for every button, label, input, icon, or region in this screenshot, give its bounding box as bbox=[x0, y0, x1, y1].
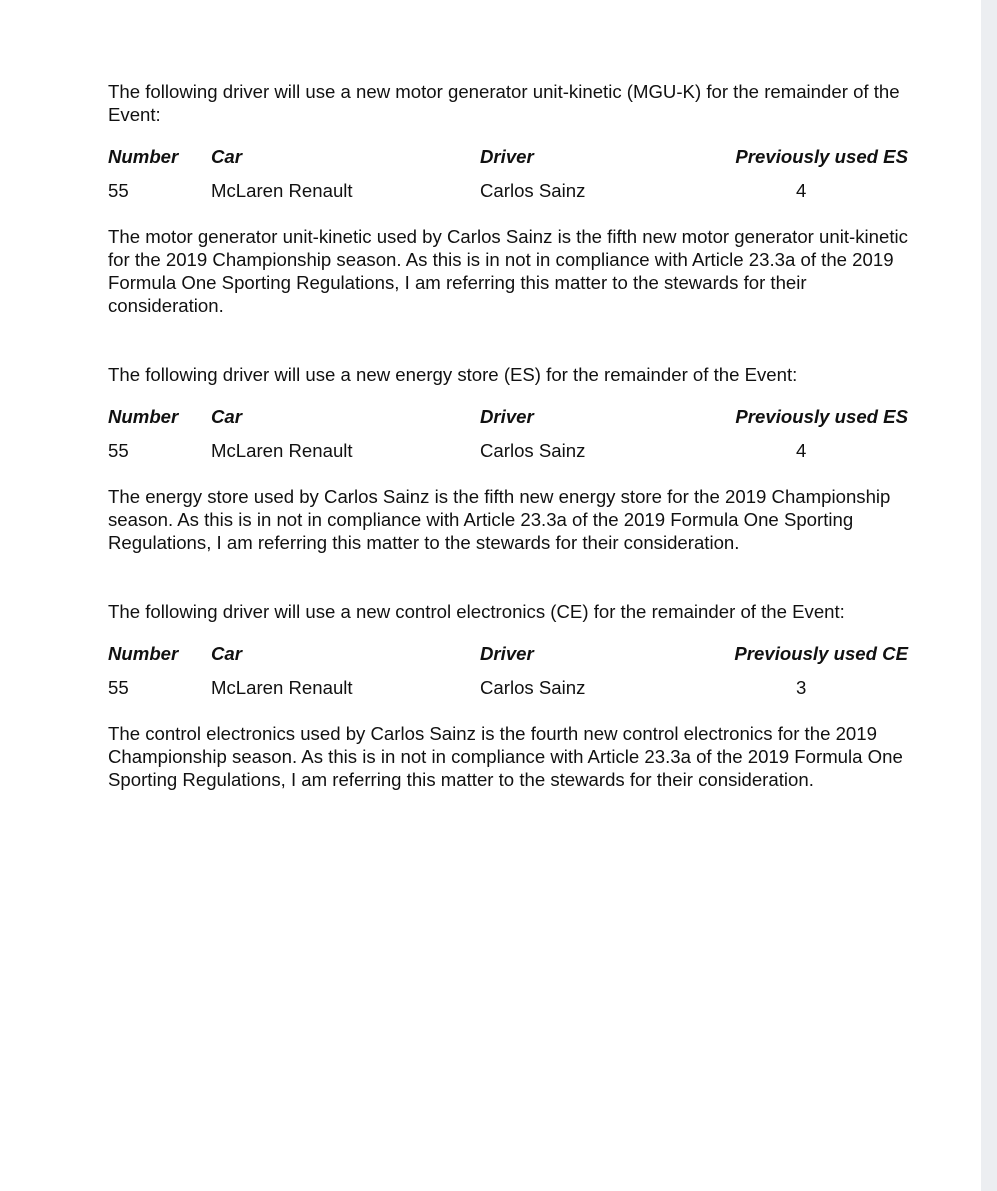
cell-number: 55 bbox=[108, 440, 129, 461]
cell-driver: Carlos Sainz bbox=[480, 440, 586, 461]
section-body: The energy store used by Carlos Sainz is the fifth new energy store for the 2019 Championship season. As this is in not in compliance with Article 23.3a of the 2019 Formula One Sporting Regulations, I am referring this matter to the stewards for their consideration. bbox=[108, 486, 891, 553]
cell-number: 55 bbox=[108, 180, 129, 201]
page-gutter bbox=[981, 0, 997, 1191]
section-intro: The following driver will use a new energy store (ES) for the remainder of the Event: bbox=[108, 364, 798, 385]
table-header-row bbox=[108, 146, 908, 180]
section-intro: The following driver will use a new control electronics (CE) for the remainder of the Event: bbox=[108, 601, 845, 622]
header-driver: Driver bbox=[480, 643, 534, 664]
section-intro: The following driver will use a new motor generator unit-kinetic (MGU-K) for the remainder of the Event: bbox=[108, 81, 900, 125]
document-body bbox=[108, 80, 908, 837]
cell-driver: Carlos Sainz bbox=[480, 180, 586, 201]
header-car: Car bbox=[211, 146, 243, 167]
cell-number: 55 bbox=[108, 677, 129, 698]
cell-previously-used: 4 bbox=[796, 180, 807, 201]
cell-previously-used: 4 bbox=[796, 440, 807, 461]
cell-previously-used: 3 bbox=[796, 677, 807, 698]
cell-driver: Carlos Sainz bbox=[480, 677, 586, 698]
header-previously-used: Previously used ES bbox=[735, 406, 908, 427]
section-control-electronics bbox=[108, 600, 908, 791]
header-number: Number bbox=[108, 406, 179, 427]
cell-car: McLaren Renault bbox=[211, 440, 353, 461]
header-previously-used: Previously used ES bbox=[735, 146, 908, 167]
table-row bbox=[108, 677, 908, 701]
table-row bbox=[108, 180, 908, 204]
table-row bbox=[108, 440, 908, 464]
header-number: Number bbox=[108, 146, 179, 167]
table-header-row bbox=[108, 406, 908, 440]
header-car: Car bbox=[211, 406, 243, 427]
header-previously-used: Previously used CE bbox=[734, 643, 908, 664]
header-driver: Driver bbox=[480, 146, 534, 167]
header-number: Number bbox=[108, 643, 179, 664]
section-body: The control electronics used by Carlos Sainz is the fourth new control electronics for the 2019 Championship season. As this is in not in compliance with Article 23.3a of the 2019 Formula One Sporting Regulations, I am referring this matter to the stewards for their consideration. bbox=[108, 723, 903, 790]
section-mgu-k bbox=[108, 80, 908, 317]
section-body: The motor generator unit-kinetic used by Carlos Sainz is the fifth new motor generator unit-kinetic for the 2019 Championship season. As this is in not in compliance with Article 23.3a of the 2019 Formula One Sporting Regulations, I am referring this matter to the stewards for their consideration. bbox=[108, 226, 908, 316]
header-car: Car bbox=[211, 643, 243, 664]
section-energy-store bbox=[108, 363, 908, 554]
cell-car: McLaren Renault bbox=[211, 677, 353, 698]
cell-car: McLaren Renault bbox=[211, 180, 353, 201]
header-driver: Driver bbox=[480, 406, 534, 427]
table-header-row bbox=[108, 643, 908, 677]
